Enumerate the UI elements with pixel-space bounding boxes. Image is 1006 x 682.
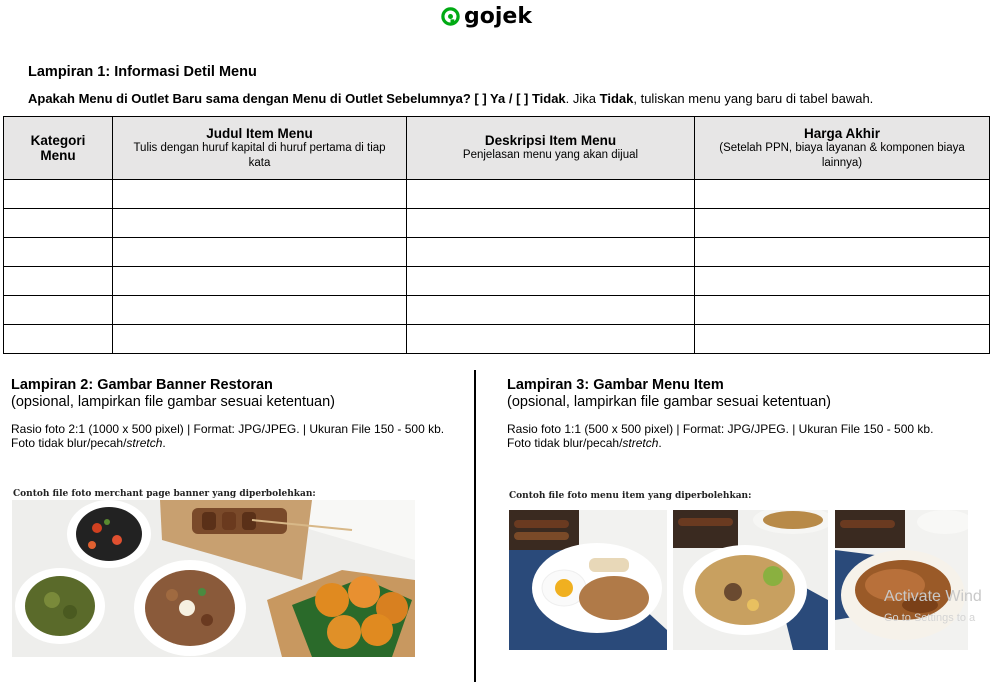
note-italic: stretch xyxy=(126,436,163,450)
column-divider xyxy=(474,370,476,682)
table-cell[interactable] xyxy=(695,209,990,238)
menu-item-photo-1 xyxy=(509,510,667,650)
table-cell[interactable] xyxy=(695,325,990,354)
menu-item-photo-3 xyxy=(835,510,968,650)
activate-windows-watermark: Activate Wind xyxy=(884,588,982,605)
menu-item-image xyxy=(509,510,667,650)
col-judul xyxy=(113,117,407,180)
table-cell[interactable] xyxy=(407,209,695,238)
col-kategori xyxy=(4,117,113,180)
logo-text: gojek xyxy=(464,4,532,29)
table-cell[interactable] xyxy=(4,267,113,296)
col-title: Deskripsi Item Menu xyxy=(484,133,617,148)
question-keyword: Tidak xyxy=(599,91,634,106)
question-prefix: Apakah Menu di Outlet Baru sama dengan Menu di Outlet Sebelumnya? [ ] Ya / [ ] Tidak xyxy=(28,91,566,106)
table-cell[interactable] xyxy=(695,267,990,296)
lampiran2-spec: Rasio foto 2:1 (1000 x 500 pixel) | Format: JPG/JPEG. | Ukuran File 150 - 500 kb. xyxy=(11,422,445,436)
table-header-row xyxy=(4,117,990,180)
menu-item-image xyxy=(673,510,828,650)
col-subtitle: Penjelasan menu yang akan dijual xyxy=(462,149,639,161)
table-row xyxy=(4,325,990,354)
table-cell[interactable] xyxy=(4,325,113,354)
table-cell[interactable] xyxy=(113,267,407,296)
note-italic: stretch xyxy=(622,436,659,450)
col-deskripsi xyxy=(407,117,695,180)
menu-question xyxy=(28,91,873,106)
table-row xyxy=(4,180,990,209)
col-title: Kategori Menu xyxy=(30,133,86,163)
table-cell[interactable] xyxy=(113,325,407,354)
table-row xyxy=(4,209,990,238)
lampiran3-title: Lampiran 3: Gambar Menu Item xyxy=(507,377,724,393)
table-row xyxy=(4,238,990,267)
col-harga xyxy=(695,117,990,180)
table-cell[interactable] xyxy=(113,238,407,267)
table-cell[interactable] xyxy=(4,209,113,238)
col-subtitle: Tulis dengan huruf kapital di huruf pertama di tiap kata xyxy=(133,141,386,169)
table-cell[interactable] xyxy=(407,238,695,267)
table-row xyxy=(4,267,990,296)
menu-item-photo-2 xyxy=(673,510,828,650)
question-mid: . Jika xyxy=(565,91,600,106)
table-cell[interactable] xyxy=(695,296,990,325)
table-cell[interactable] xyxy=(113,209,407,238)
col-subtitle: (Setelah PPN, biaya layanan & komponen biaya lainnya) xyxy=(719,141,965,169)
lampiran3-spec: Rasio foto 1:1 (500 x 500 pixel) | Format: JPG/JPEG. | Ukuran File 150 - 500 kb. xyxy=(507,422,934,436)
col-title: Harga Akhir xyxy=(803,125,881,141)
lampiran2-section xyxy=(11,377,451,450)
activate-windows-hint: Go to Settings to a xyxy=(884,612,976,624)
table-cell[interactable] xyxy=(113,296,407,325)
col-title: Judul Item Menu xyxy=(206,125,313,141)
lampiran2-title: Lampiran 2: Gambar Banner Restoran xyxy=(11,377,273,393)
table-row xyxy=(4,296,990,325)
table-cell[interactable] xyxy=(113,180,407,209)
lampiran2-note xyxy=(11,436,451,450)
lampiran3-section xyxy=(507,377,967,450)
menu-item-image xyxy=(835,510,968,650)
gojek-logo-icon xyxy=(441,7,460,26)
note-suffix: . xyxy=(658,436,662,450)
question-suffix: , tuliskan menu yang baru di tabel bawah. xyxy=(633,91,874,106)
table-cell[interactable] xyxy=(4,296,113,325)
lampiran3-caption: Contoh file foto menu item yang diperbolehkan: xyxy=(509,491,752,501)
page-heading: Lampiran 1: Informasi Detil Menu xyxy=(28,64,257,80)
gojek-logo xyxy=(441,4,532,29)
banner-food-image xyxy=(12,500,415,657)
note-prefix: Foto tidak blur/pecah/ xyxy=(507,436,623,450)
note-suffix: . xyxy=(162,436,166,450)
table-cell[interactable] xyxy=(4,238,113,267)
lampiran2-caption: Contoh file foto merchant page banner yang diperbolehkan: xyxy=(13,489,316,499)
table-cell[interactable] xyxy=(407,325,695,354)
banner-example-photo xyxy=(12,500,415,657)
table-cell[interactable] xyxy=(4,180,113,209)
table-cell[interactable] xyxy=(407,267,695,296)
table-cell[interactable] xyxy=(695,238,990,267)
note-prefix: Foto tidak blur/pecah/ xyxy=(11,436,127,450)
table-cell[interactable] xyxy=(695,180,990,209)
menu-detail-table xyxy=(3,116,990,354)
lampiran3-note xyxy=(507,436,967,450)
table-cell[interactable] xyxy=(407,180,695,209)
lampiran2-subtitle: (opsional, lampirkan file gambar sesuai ketentuan) xyxy=(11,394,336,410)
lampiran3-subtitle: (opsional, lampirkan file gambar sesuai ketentuan) xyxy=(507,394,832,410)
table-cell[interactable] xyxy=(407,296,695,325)
